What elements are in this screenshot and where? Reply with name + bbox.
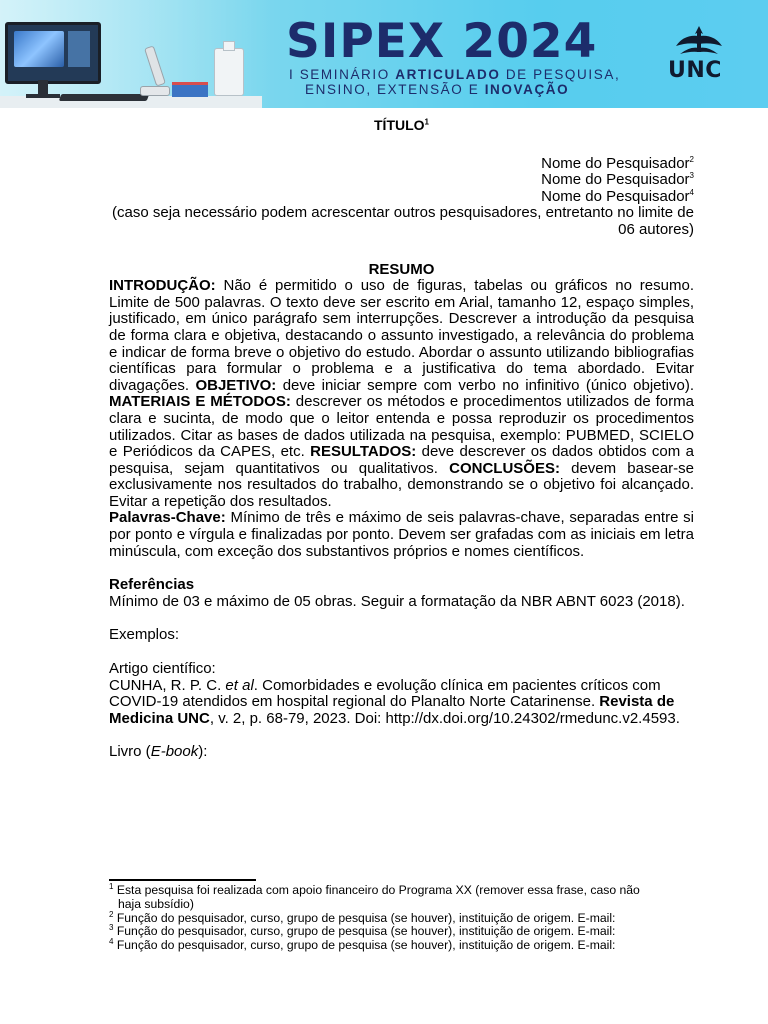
footnote-separator: [109, 879, 256, 881]
authors-block: [109, 156, 694, 239]
author-line: Nome do Pesquisador$^4$: [541, 187, 694, 205]
author-line: Nome do Pesquisador$^3$: [541, 171, 694, 189]
footnote: $^4$ Função do pesquisador, curso, grupo de pesquisa (se houver), instituição de origem. E-mail:: [109, 937, 616, 953]
references-instructions: Mínimo de 03 e máximo de 05 obras. Seguir a formatação da NBR ABNT 6023 (2018).: [109, 592, 685, 610]
article-reference: CUNHA, R. P. C. et al. Comorbidades e evolução clínica em pacientes críticos com COVID-19 atendidos em hospital regional do Planalto Norte Catarinense. Revista de Medicina UNC, v. 2, p. 68-79, 2023. Doi: http://dx.doi.org/10.24302/rmedunc.v2.4593.: [109, 676, 680, 727]
book-label: Livro (E-book):: [109, 743, 208, 761]
computer-monitor-icon: [5, 22, 101, 84]
keywords-paragraph: Palavras-Chave: Mínimo de três e máximo de seis palavras-chave, separadas entre si por ponto e vírgula e finalizadas por ponto. Devem ser grafadas com as iniciais em letra minúscula, com exceção dos substantivos próprios e nomes científicos.: [109, 509, 694, 560]
footnote: $^1$ Esta pesquisa foi realizada com apoio financeiro do Programa XX (remover essa frase, caso não haja subsídio): [109, 881, 640, 911]
footnotes: [109, 879, 694, 953]
keyboard-icon: [59, 94, 150, 101]
sample-tray-icon: [172, 82, 208, 97]
event-title: SIPEX 2024: [286, 14, 598, 69]
footnote: $^2$ Função do pesquisador, curso, grupo de pesquisa (se houver), instituição de origem. E-mail:: [109, 909, 616, 925]
event-subtitle-line2: ENSINO, EXTENSÃO E INOVAÇÃO: [305, 82, 570, 97]
unc-logo-icon: [670, 24, 728, 60]
references-heading: Referências: [109, 576, 195, 594]
lab-bottle-icon: [214, 48, 244, 96]
event-subtitle-line1: I SEMINÁRIO ARTICULADO DE PESQUISA,: [289, 67, 621, 82]
examples-label: Exemplos:: [109, 626, 180, 644]
authors-note: (caso seja necessário podem acrescentar outros pesquisadores, entretanto no limite de 06 autores): [112, 204, 694, 238]
institution-logo-text: UNC: [668, 58, 722, 83]
header-banner: [0, 0, 768, 108]
document-body: [109, 110, 694, 761]
microscope-icon: [140, 46, 170, 96]
author-line: Nome do Pesquisador$^2$: [541, 154, 694, 172]
document-title: TÍTULO$^1$: [374, 117, 429, 133]
abstract-heading: RESUMO: [368, 260, 435, 278]
article-label: Artigo científico:: [109, 660, 216, 678]
abstract-paragraph: INTRODUÇÃO: Não é permitido o uso de figuras, tabelas ou gráficos no resumo. Limite de 500 palavras. O texto deve ser escrito em Arial, tamanho 12, espaço simples, justificado, em único parágrafo sem interrupções. Descrever a introdução da pesquisa de forma clara e objetiva, destacando o assunto investigado, a relevância do problema e indicar de forma breve o objetivo do estudo. Abordar o assunto utilizando bibliografias científicas para formular o problema e a justificativa do tema abordado. Evitar divagações. OBJETIVO: deve iniciar sempre com verbo no infinitivo (único objetivo). MATERIAIS E MÉTODOS: descrever os métodos e procedimentos utilizados de forma clara e sucinta, de modo que o leitor entenda e possa reproduzir os procedimentos utilizados. Citar as bases de dados utilizada na pesquisa, exemplo: PUBMED, SCIELO e Periódicos da CAPES, etc. RESULTADOS: deve descrever os dados obtidos com a pesquisa, sejam quantitativos ou qualitativos. CONCLUSÕES: devem basear-se exclusivamente nos resultados do trabalho, demonstrando se o objetivo foi alcançado. Evitar a repetição dos resultados.: [109, 277, 695, 510]
footnote: $^3$ Função do pesquisador, curso, grupo de pesquisa (se houver), instituição de origem. E-mail:: [109, 923, 616, 939]
